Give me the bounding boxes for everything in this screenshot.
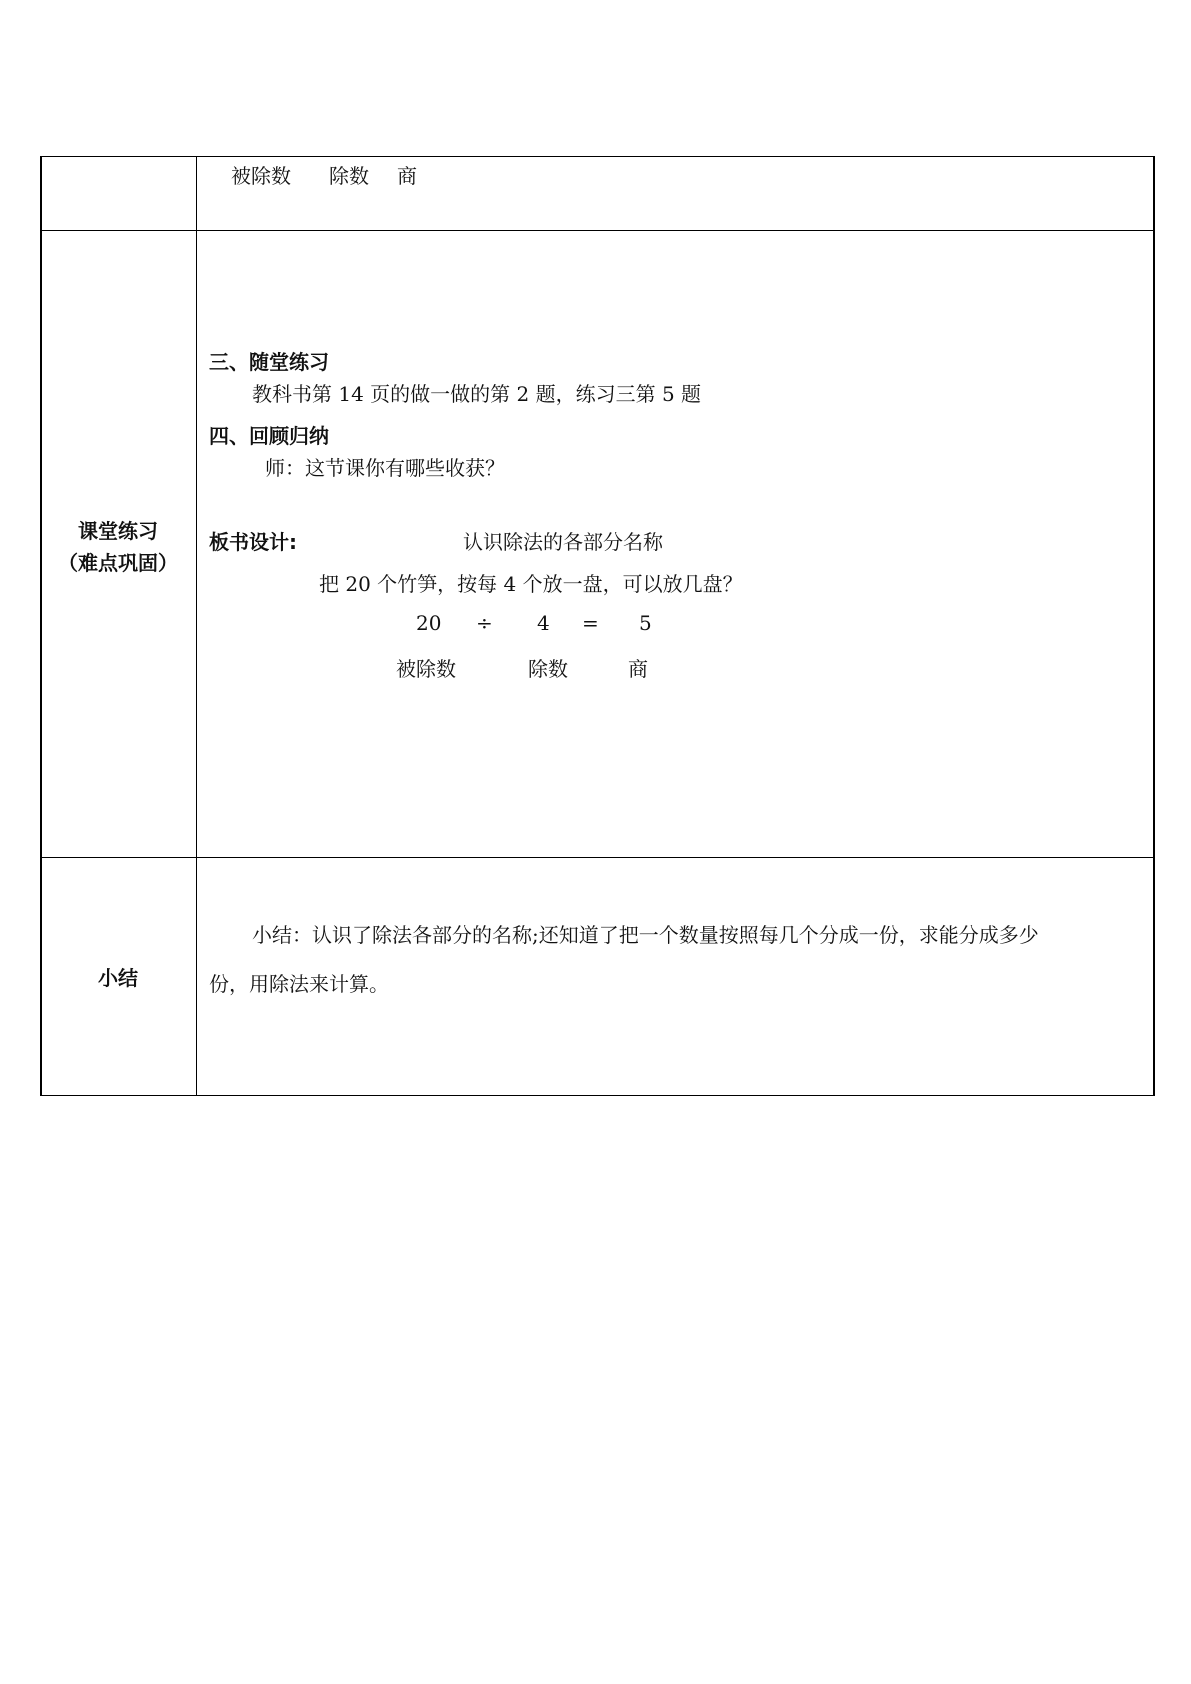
dividend-term: 被除数 xyxy=(396,657,456,681)
equation-equals-sign: = xyxy=(582,611,599,635)
dividend-term: 被除数 xyxy=(231,164,291,188)
section-label-line1: 课堂练习 xyxy=(78,519,158,543)
review-heading: 四、回顾归纳 xyxy=(209,424,329,448)
summary-line-2: 份，用除法来计算。 xyxy=(209,972,389,996)
table-border-top xyxy=(40,156,1155,157)
equation-divisor: 4 xyxy=(537,611,550,635)
summary-line-1: 小结：认识了除法各部分的名称;还知道了把一个数量按照每几个分成一份，求能分成多少 xyxy=(252,923,1039,947)
equation-divide-sign: ÷ xyxy=(476,611,493,635)
review-text: 师：这节课你有哪些收获？ xyxy=(265,456,505,480)
board-design-label: 板书设计: xyxy=(209,530,297,554)
divisor-term: 除数 xyxy=(329,164,369,188)
row-divider xyxy=(40,230,1155,231)
table-border-left xyxy=(40,156,42,1096)
board-title: 认识除法的各部分名称 xyxy=(463,530,663,554)
quotient-term: 商 xyxy=(397,164,417,188)
equation-dividend: 20 xyxy=(416,611,442,635)
summary-label: 小结 xyxy=(98,966,138,990)
table-border-bottom xyxy=(40,1095,1155,1096)
section-label-line2: （难点巩固） xyxy=(58,551,178,575)
equation-quotient: 5 xyxy=(639,611,652,635)
practice-heading: 三、随堂练习 xyxy=(209,350,329,374)
lesson-plan-table xyxy=(40,156,1155,1096)
divisor-term: 除数 xyxy=(528,657,568,681)
section-label xyxy=(40,515,196,579)
quotient-term: 商 xyxy=(628,657,648,681)
practice-text: 教科书第 14 页的做一做的第 2 题，练习三第 5 题 xyxy=(252,382,702,406)
word-problem: 把 20 个竹笋，按每 4 个放一盘，可以放几盘？ xyxy=(319,572,743,596)
row-divider xyxy=(40,857,1155,858)
table-border-right xyxy=(1153,156,1155,1096)
column-divider xyxy=(196,156,197,1096)
